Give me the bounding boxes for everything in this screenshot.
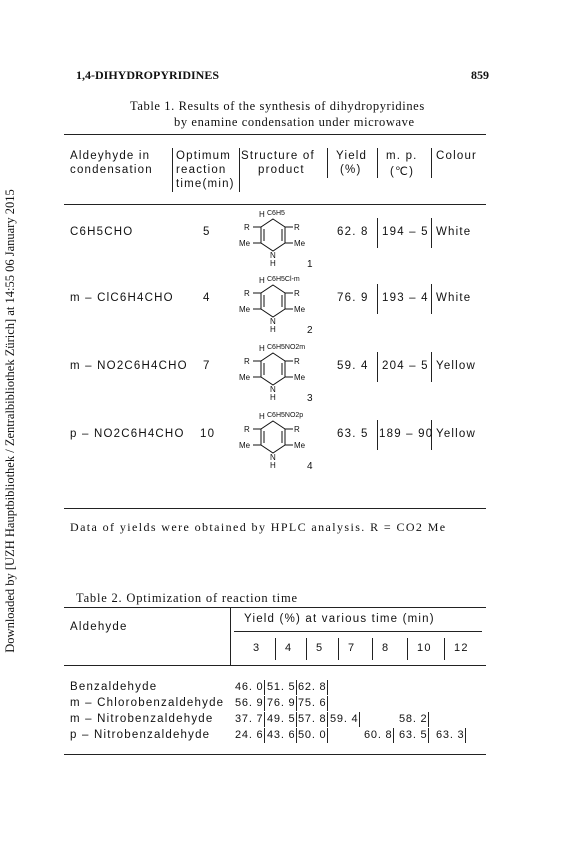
t1-row2-aldehyde: m – ClC6H4CHO [70, 292, 174, 304]
ring-me-label: Me [294, 239, 306, 248]
page-number: 859 [471, 68, 489, 82]
dihydropyridine-ring [261, 421, 285, 453]
t1-header-yield-2: (%) [340, 164, 362, 176]
t2-cell-divider [428, 728, 429, 743]
t2-row-aldehyde: m – Chlorobenzaldehyde [70, 697, 225, 709]
t2-cell-value: 63. 5 [399, 729, 428, 741]
t2-time-header: 12 [454, 642, 469, 654]
t1-row2-yield: 76. 9 [337, 292, 369, 304]
t2-cell-value: 46. 0 [235, 681, 264, 693]
t2-time-header: 4 [285, 642, 293, 654]
ring-substituent-label: C6H5NO2p [267, 412, 304, 419]
table2-header-rule [64, 665, 486, 666]
t1-col-divider [327, 148, 328, 178]
ring-nh-label: H [270, 461, 276, 470]
t1-row1-aldehyde: C6H5CHO [70, 226, 134, 238]
t2-cell-divider [296, 680, 297, 695]
t2-cell-divider [264, 728, 265, 743]
table1-bottom-rule [64, 508, 486, 509]
t1-header-time-3: time(min) [176, 178, 235, 190]
t1-header-aldehyde-1: Aldeyhyde in [70, 150, 151, 162]
compound-number: 2 [307, 325, 313, 336]
t1-row4-mp: 189 – 90 [379, 428, 434, 440]
t1-row1-yield: 62. 8 [337, 226, 369, 238]
t1-row3-yield: 59. 4 [337, 360, 369, 372]
t2-cell-value: 37. 7 [235, 713, 264, 725]
t1-col-divider [239, 148, 240, 192]
t2-cell-divider [465, 728, 466, 743]
t1-row2-colour: White [436, 292, 472, 304]
t2-cell-value: 58. 2 [399, 713, 428, 725]
table1-footnote: Data of yields were obtained by HPLC analysis. R = CO2 Me [70, 520, 447, 534]
t2-cell-value: 56. 9 [235, 697, 264, 709]
t2-cell-divider [296, 696, 297, 711]
t2-cell-value: 24. 6 [235, 729, 264, 741]
ring-h-label: H [259, 276, 265, 285]
ring-me-label: Me [294, 373, 306, 382]
t2-cell-value: 57. 8 [298, 713, 327, 725]
running-title: 1,4-DIHYDROPYRIDINES [76, 68, 220, 82]
ring-r-label: R [294, 289, 300, 298]
t2-cell-value: 63. 3 [436, 729, 465, 741]
t1-row4-yield: 63. 5 [337, 428, 369, 440]
t1-header-yield-1: Yield [336, 150, 368, 162]
t1-header-aldehyde-2: condensation [70, 164, 153, 176]
dihydropyridine-ring [261, 285, 285, 317]
t2-header-aldehyde: Aldehyde [70, 621, 128, 633]
ring-r-label: R [244, 289, 250, 298]
table1-caption-line2: by enamine condensation under microwave [174, 115, 415, 129]
table2-yield-rule [234, 631, 482, 632]
t1-col-divider [377, 352, 378, 382]
dihydropyridine-ring [261, 219, 285, 251]
table1-top-rule [64, 134, 486, 135]
t1-col-divider [172, 148, 173, 192]
t2-cell-divider [327, 680, 328, 695]
t2-cell-divider [264, 680, 265, 695]
ring-me-label: Me [239, 441, 251, 450]
ring-r-label: R [244, 357, 250, 366]
t2-cell-divider [296, 728, 297, 743]
t1-col-divider [377, 148, 378, 178]
ring-me-label: Me [239, 305, 251, 314]
t2-cell-divider [264, 696, 265, 711]
t2-header-yield: Yield (%) at various time (min) [244, 613, 435, 625]
t2-row-aldehyde: p – Nitrobenzaldehyde [70, 729, 211, 741]
t2-col-divider [230, 608, 231, 665]
t1-row4-colour: Yellow [436, 428, 477, 440]
ring-me-label: Me [294, 305, 306, 314]
t1-row2-time: 4 [203, 292, 211, 304]
ring-substituent-label: C6H5Cl-m [267, 276, 300, 283]
t2-cell-divider [296, 712, 297, 727]
t1-row3-time: 7 [203, 360, 211, 372]
t2-col-divider [444, 638, 445, 660]
t1-col-divider [431, 284, 432, 314]
t2-time-header: 5 [316, 642, 324, 654]
t1-col-divider [377, 284, 378, 314]
ring-nh-label: H [270, 325, 276, 334]
ring-r-label: R [294, 357, 300, 366]
t1-col-divider [377, 420, 378, 450]
t2-cell-value: 75. 6 [298, 697, 327, 709]
t2-cell-divider [428, 712, 429, 727]
t2-row-aldehyde: m – Nitrobenzaldehyde [70, 713, 214, 725]
ring-nh-label: H [270, 259, 276, 268]
table1-caption-line1: Table 1. Results of the synthesis of dihydropyridines [130, 99, 425, 113]
t1-row3-mp: 204 – 5 [382, 360, 429, 372]
t1-col-divider [431, 218, 432, 248]
t2-cell-divider [359, 712, 360, 727]
t2-cell-divider [327, 696, 328, 711]
t2-cell-divider [264, 712, 265, 727]
t2-cell-value: 59. 4 [330, 713, 359, 725]
t1-row2-mp: 193 – 4 [382, 292, 429, 304]
ring-h-label: H [259, 210, 265, 219]
t1-row1-mp: 194 – 5 [382, 226, 429, 238]
t2-cell-value: 60. 8 [364, 729, 393, 741]
ring-n-label: N [270, 317, 276, 326]
t2-cell-value: 76. 9 [267, 697, 296, 709]
t1-header-time-1: Optimum [176, 150, 232, 162]
structures-column [238, 205, 328, 505]
t2-cell-divider [327, 728, 328, 743]
t2-row-aldehyde: Benzaldehyde [70, 681, 158, 693]
dihydropyridine-ring [261, 353, 285, 385]
ring-h-label: H [259, 412, 265, 421]
t2-time-header: 8 [382, 642, 390, 654]
t1-header-mp-1: m. p. [386, 150, 418, 162]
table2-caption: Table 2. Optimization of reaction time [76, 591, 298, 605]
t1-row4-aldehyde: p – NO2C6H4CHO [70, 428, 185, 440]
t2-col-divider [407, 638, 408, 660]
t2-col-divider [372, 638, 373, 660]
t1-header-time-2: reaction [176, 164, 227, 176]
download-watermark: Downloaded by [UZH Hauptbibliothek / Zentralbibliothek Zürich] at 14:55 06 January 2015 [3, 189, 17, 653]
ring-r-label: R [294, 425, 300, 434]
t1-col-divider [431, 352, 432, 382]
t2-col-divider [306, 638, 307, 660]
t2-cell-value: 49. 5 [267, 713, 296, 725]
ring-r-label: R [294, 223, 300, 232]
t2-time-header: 10 [417, 642, 432, 654]
t2-cell-value: 51. 5 [267, 681, 296, 693]
t2-cell-value: 43. 6 [267, 729, 296, 741]
t1-row3-aldehyde: m – NO2C6H4CHO [70, 360, 188, 372]
ring-me-label: Me [239, 239, 251, 248]
ring-nh-label: H [270, 393, 276, 402]
t1-row4-time: 10 [200, 428, 216, 440]
t2-cell-divider [393, 728, 394, 743]
t2-col-divider [338, 638, 339, 660]
table2-top-rule [64, 607, 486, 608]
t2-time-header: 7 [348, 642, 356, 654]
t1-col-divider [431, 148, 432, 178]
t1-col-divider [377, 218, 378, 248]
ring-h-label: H [259, 344, 265, 353]
ring-substituent-label: C6H5NO2m [267, 344, 306, 351]
table2-bottom-rule [64, 754, 486, 755]
ring-r-label: R [244, 223, 250, 232]
ring-n-label: N [270, 251, 276, 260]
ring-n-label: N [270, 453, 276, 462]
ring-me-label: Me [294, 441, 306, 450]
t2-cell-value: 50. 0 [298, 729, 327, 741]
t2-cell-divider [327, 712, 328, 727]
ring-n-label: N [270, 385, 276, 394]
t2-time-header: 3 [253, 642, 261, 654]
t1-header-structure-2: product [258, 164, 305, 176]
compound-number: 3 [307, 393, 313, 404]
compound-number: 4 [307, 461, 313, 472]
t1-row3-colour: Yellow [436, 360, 477, 372]
t1-header-mp-2: (℃) [390, 166, 415, 178]
ring-me-label: Me [239, 373, 251, 382]
t2-col-divider [275, 638, 276, 660]
t1-row1-colour: White [436, 226, 472, 238]
t1-header-colour: Colour [436, 150, 478, 162]
t1-header-structure-1: Structure of [241, 150, 315, 162]
t1-row1-time: 5 [203, 226, 211, 238]
t2-cell-value: 62. 8 [298, 681, 327, 693]
compound-number: 1 [307, 259, 313, 270]
ring-substituent-label: C6H5 [267, 210, 285, 217]
ring-r-label: R [244, 425, 250, 434]
